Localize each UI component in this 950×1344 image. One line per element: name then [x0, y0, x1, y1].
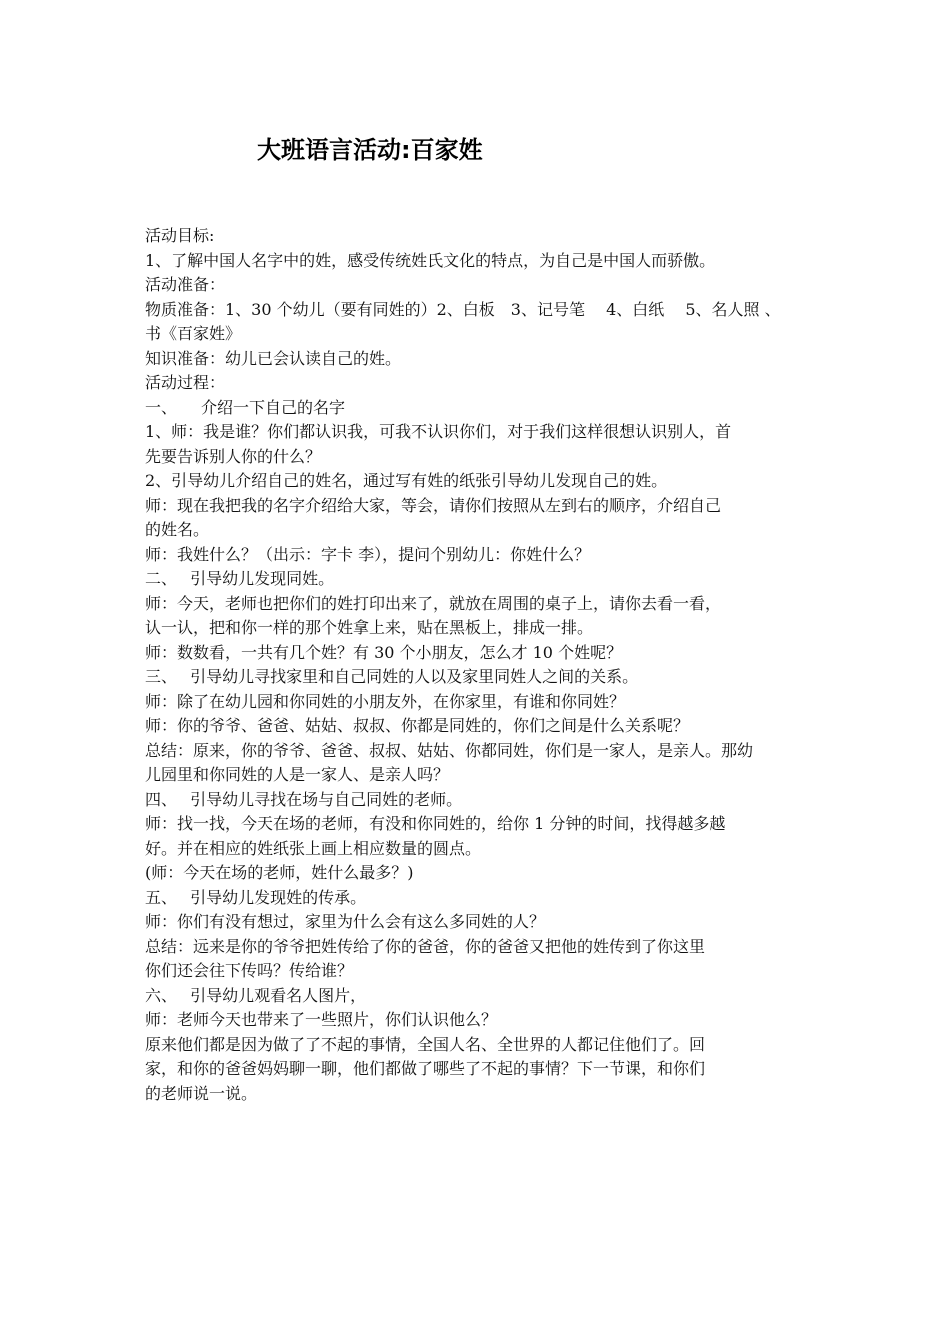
body-line: 活动过程： [145, 373, 226, 392]
body-line: 师：我姓什么？（出示：字卡 李），提问个别幼儿：你姓什么？ [145, 544, 591, 564]
body-line: 书《百家姓》 [145, 324, 242, 343]
body-line: 四、 引导幼儿寻找在场与自己同姓的老师。 [145, 789, 463, 809]
body-line: 六、 引导幼儿观看名人图片， [145, 985, 367, 1005]
body-line: 五、 引导幼儿发现姓的传承。 [145, 887, 367, 907]
body-line: 师：今天，老师也把你们的姓打印出来了，就放在周围的桌子上，请你去看一看， [145, 593, 722, 613]
body-line: 三、 引导幼儿寻找家里和自己同姓的人以及家里同姓人之间的关系。 [145, 667, 639, 686]
body-line: 师：你们有没有想过，家里为什么会有这么多同姓的人？ [145, 912, 546, 931]
body-line: (师：今天在场的老师，姓什么最多？) [145, 863, 414, 882]
body-line: 师：现在我把我的名字介绍给大家，等会，请你们按照从左到右的顺序，介绍自己 [145, 495, 722, 515]
body-line: 的姓名。 [145, 520, 210, 539]
body-line: 的老师说一说。 [145, 1083, 258, 1103]
body-line: 1、了解中国人名字中的姓，感受传统姓氏文化的特点，为自己是中国人而骄傲。 [145, 250, 716, 270]
body-line: 一、 介绍一下自己的名字 [145, 397, 346, 417]
body-line: 2、引导幼儿介绍自己的姓名，通过写有姓的纸张引导幼儿发现自己的姓。 [145, 471, 668, 490]
body-line: 物质准备：1、30 个幼儿（要有同姓的）2、白板 3、记号笔 4、白纸 5、名人照 、 [145, 299, 781, 319]
body-line: 二、 引导幼儿发现同姓。 [145, 569, 335, 588]
document-title: 大班语言活动:百家姓 [257, 136, 483, 164]
body-line: 师：找一找，今天在场的老师，有没和你同姓的，给你 1 分钟的时间，找得越多越 [145, 814, 726, 833]
body-line: 活动目标: [145, 226, 215, 245]
body-line: 师：你的爷爷、爸爸、姑姑、叔叔、你都是同姓的，你们之间是什么关系呢？ [145, 716, 690, 735]
body-line: 总结：原来，你的爷爷、爸爸、叔叔、姑姑、你都同姓，你们是一家人，是亲人。那幼 [145, 740, 754, 760]
body-line: 你们还会往下传吗？传给谁？ [145, 961, 354, 980]
body-line: 师：老师今天也带来了一些照片，你们认识他么？ [145, 1010, 498, 1029]
body-line: 师：除了在幼儿园和你同姓的小朋友外，在你家里，有谁和你同姓？ [145, 691, 626, 711]
body-line: 总结：远来是你的爷爷把姓传给了你的爸爸，你的爸爸又把他的姓传到了你这里 [145, 936, 706, 956]
body-line: 知识准备：幼儿已会认读自己的姓。 [145, 348, 402, 368]
body-line: 儿园里和你同姓的人是一家人、是亲人吗？ [145, 765, 450, 784]
body-line: 活动准备： [145, 275, 226, 294]
body-line: 1、师：我是谁？你们都认识我，可我不认识你们，对于我们这样很想认识别人，首 [145, 422, 732, 441]
document-body [145, 224, 815, 1106]
body-line: 好。并在相应的姓纸张上画上相应数量的圆点。 [145, 838, 482, 858]
body-line: 家，和你的爸爸妈妈聊一聊，他们都做了哪些了不起的事情？下一节课，和你们 [145, 1059, 706, 1078]
body-line: 先要告诉别人你的什么？ [145, 446, 322, 466]
body-line: 师：数数看，一共有几个姓？有 30 个小朋友，怎么才 10 个姓呢？ [145, 642, 623, 662]
body-line: 原来他们都是因为做了了不起的事情，全国人名、全世界的人都记住他们了。回 [145, 1034, 706, 1054]
body-line: 认一认，把和你一样的那个姓拿上来，贴在黑板上，排成一排。 [145, 618, 594, 637]
